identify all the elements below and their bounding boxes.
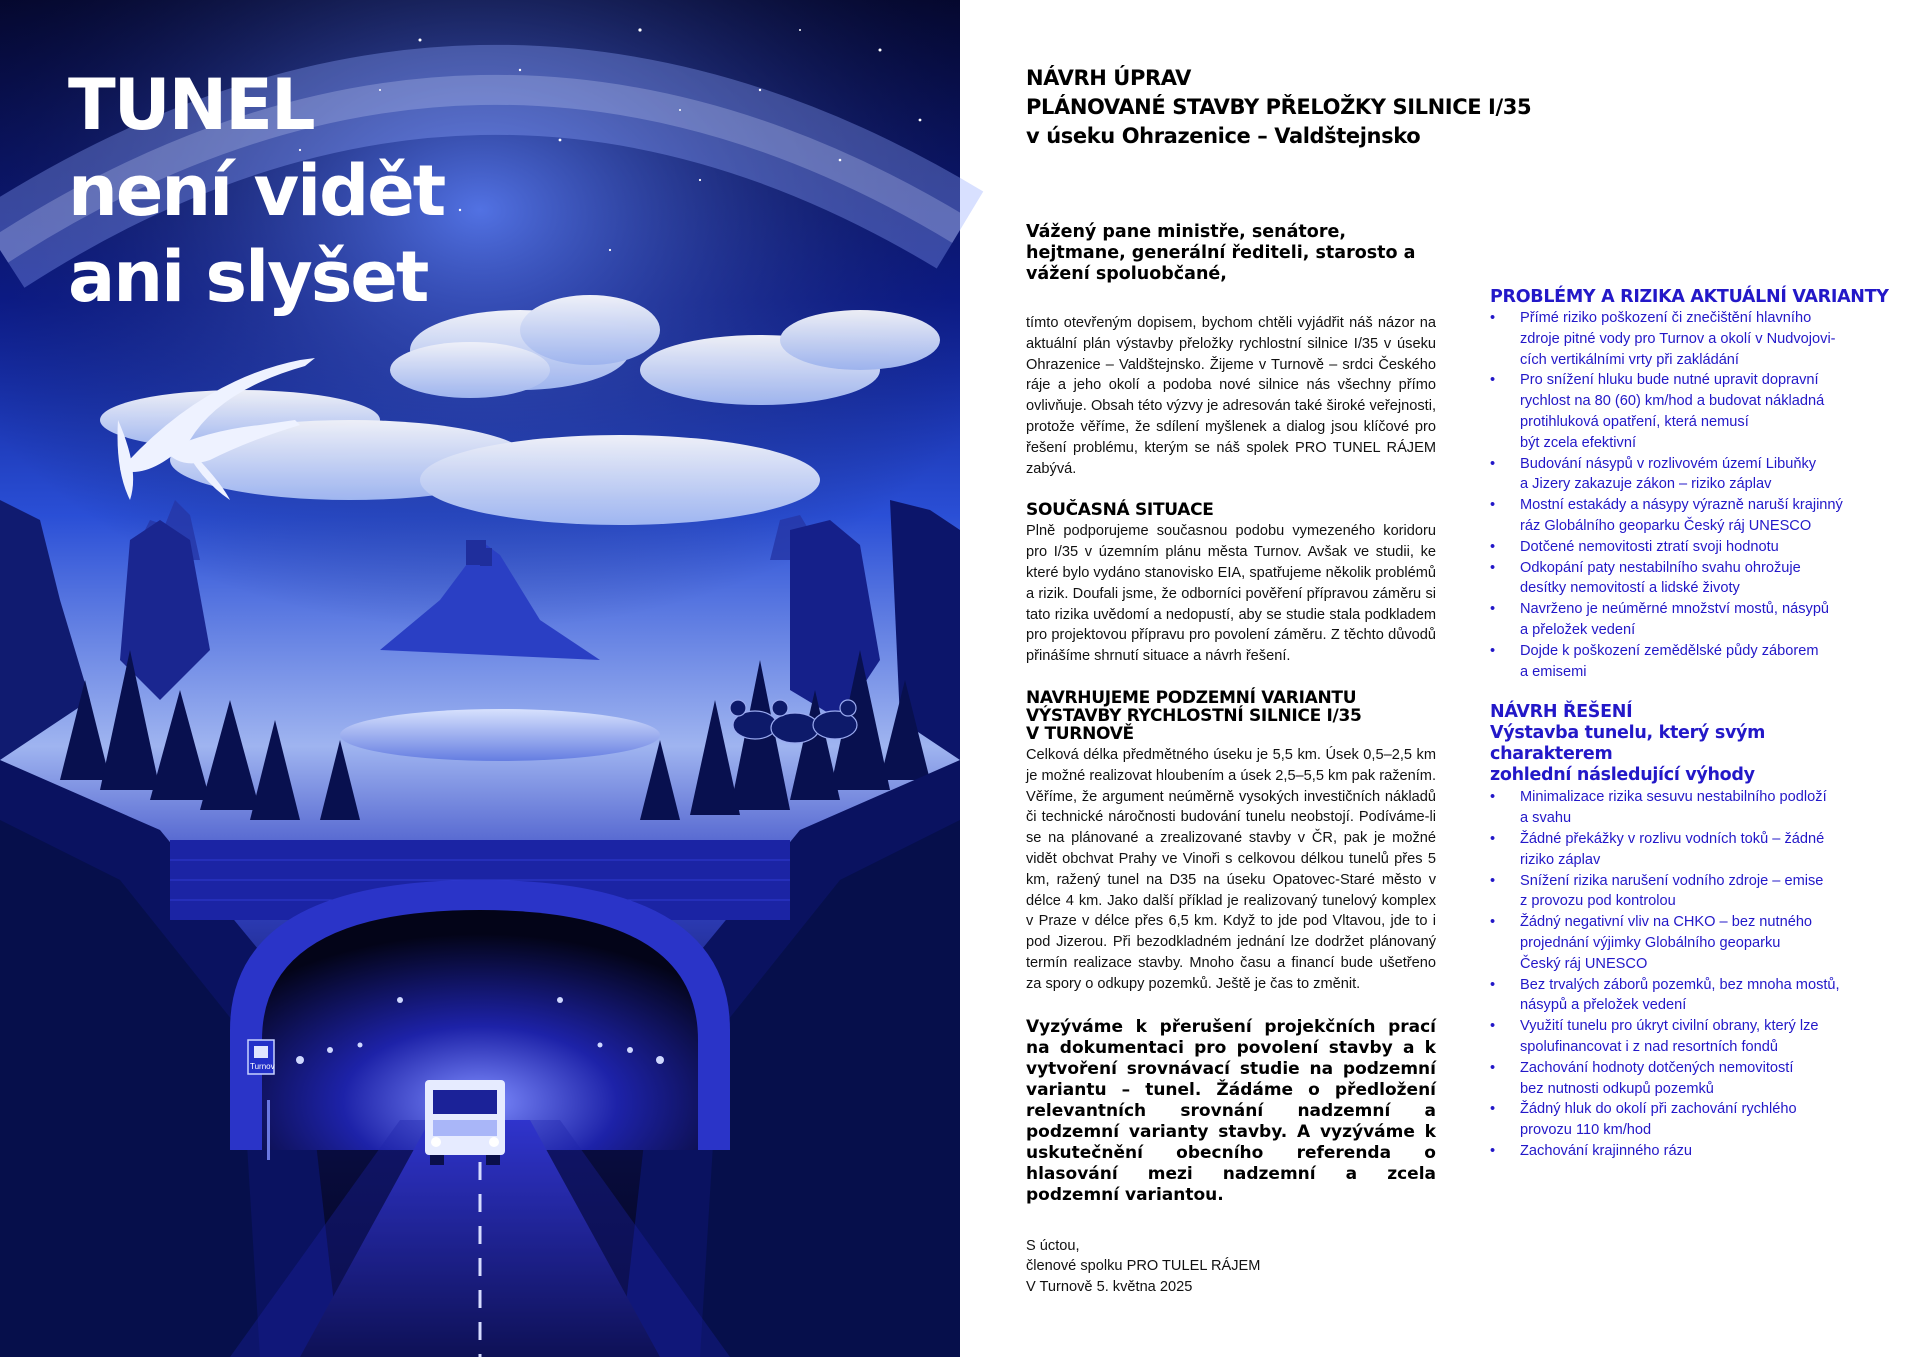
title-line: PLÁNOVANÉ STAVBY PŘELOŽKY SILNICE I/35 — [1026, 95, 1532, 119]
list-item-line: cích vertikálními vrty při zakládání — [1520, 351, 1739, 368]
proposal-paragraph: Celková délka předmětného úseku je 5,5 km. Úsek 0,5–2,5 km je možné realizovat hloubením a úsek 2,5–5,5 km pak ražením. Věříme, že argument neúměrně vysokých investičních nákladů či technické náročnosti budování tunelu neobstojí. Podíváme-li se na plánované a zrealizované stavby v ČR, pak je možné vidět obchvat Prahy ve Vinoři s celkovou délkou tunelů přes 5 km, ražený tunel na D35 na úseku Opatovec-Staré město v délce 4 km. Jako další příklad je realizovaný tunelový komplex v Praze v délce přes 6,5 km. Když to jde pod Vltavou, jde to i pod Jizerou. Při bezodkladném jednání lze dodržet plánovaný termín realizace stavby. Mnoho času a financí bude ušetřeno za spory o odkupy pozemků. Ještě je čas to změnit. — [1026, 746, 1436, 992]
section-heading-current: SOUČASNÁ SITUACE — [1026, 500, 1214, 521]
list-item-line: ráz Globálního geoparku Český ráj UNESCO — [1520, 517, 1812, 534]
list-item-line: zdroje pitné vody pro Turnov a okolí v Nudvojovi- — [1520, 330, 1836, 347]
list-item — [1490, 537, 1890, 558]
list-item-line: a svahu — [1520, 810, 1572, 827]
list-item — [1490, 641, 1890, 683]
list-item-line: riziko záplav — [1520, 851, 1601, 868]
list-item-line: • Žádný negativní vliv na CHKO – bez nutného — [1520, 914, 1813, 931]
list-item-line: • Minimalizace rizika sesuvu nestabilního podloží — [1520, 789, 1827, 806]
truck — [425, 1080, 505, 1165]
list-item-line: a Jizery zakazuje zákon – riziko záplav — [1520, 476, 1772, 493]
list-item — [1490, 1141, 1890, 1162]
list-item-line: • Dotčené nemovitosti ztratí svoji hodnotu — [1520, 538, 1779, 555]
sidebar-column — [1490, 287, 1890, 1162]
list-item-line: • Budování násypů v rozlivovém území Libuňky — [1520, 455, 1817, 472]
headline-line: není vidět — [68, 150, 445, 232]
poster-headline — [68, 62, 444, 320]
list-item-line: protihluková opatření, která nemusí — [1520, 413, 1749, 430]
list-item-line: • Využití tunelu pro úkryt civilní obrany, který lze — [1520, 1018, 1819, 1035]
list-item — [1490, 912, 1890, 974]
salutation: Vážený pane ministře, senátore, hejtmane, generální řediteli, starosto a vážení spoluobčané, — [1026, 222, 1416, 284]
list-item — [1490, 558, 1890, 600]
headline-line: TUNEL — [68, 64, 314, 146]
list-item — [1490, 1058, 1890, 1100]
list-item-line: násypů a přeložek vedení — [1520, 997, 1687, 1014]
solution-heading: NÁVRH ŘEŠENÍ — [1490, 702, 1633, 723]
list-item — [1490, 454, 1890, 496]
list-item-line: • Žádné překážky v rozlivu vodních toků – žádné — [1520, 830, 1825, 847]
list-item-line: a emisemi — [1520, 663, 1587, 680]
closing-line: S úctou, — [1026, 1237, 1080, 1254]
list-item-line: spolufinancovat i z nad resortních fondů — [1520, 1038, 1778, 1055]
closing-line: členové spolku PRO TULEL RÁJEM — [1026, 1258, 1261, 1275]
list-item — [1490, 871, 1890, 913]
letter-body-column — [1026, 222, 1436, 1298]
solution-subheading: zohlední následující výhody — [1490, 765, 1755, 786]
list-item — [1490, 370, 1890, 453]
list-item-line: projednání výjimky Globálního geoparku — [1520, 934, 1781, 951]
list-item-line: • Žádný hluk do okolí při zachování rychlého — [1520, 1101, 1797, 1118]
list-item-line: provozu 110 km/hod — [1520, 1122, 1652, 1139]
list-item-line: • Mostní estakády a násypy výrazně naruší krajinný — [1520, 497, 1843, 514]
section-heading-proposal — [1026, 689, 1436, 743]
proposal-heading-line: V TURNOVĚ — [1026, 723, 1134, 744]
title-line: v úseku Ohrazenice – Valdštejnsko — [1026, 124, 1421, 148]
list-item — [1490, 829, 1890, 871]
list-item-line: Český ráj UNESCO — [1520, 955, 1648, 972]
list-item-line: desítky nemovitostí a lidské životy — [1520, 580, 1740, 597]
list-item-line: být zcela efektivní — [1520, 434, 1636, 451]
call-to-action: Vyzýváme k přerušení projekčních prací na dokumentaci pro povolení stavby a k vytvoření srovnávací studie na podzemní variantu – tunel. Žádáme o předložení relevantních srovnání nadzemní a podzemní varianty stavby. A vyzýváme k uskutečnění obecního referenda o hlasování mezi nadzemní a zcela podzemní variantou. — [1026, 1016, 1436, 1205]
list-item-line: a přeložek vedení — [1520, 621, 1636, 638]
problems-heading: PROBLÉMY A RIZIKA AKTUÁLNÍ VARIANTY — [1490, 287, 1889, 307]
list-item-line: • Zachování krajinného rázu — [1520, 1142, 1692, 1159]
list-item-line: • Odkopání paty nestabilního svahu ohrožuje — [1520, 559, 1801, 576]
list-item — [1490, 308, 1890, 370]
list-item — [1490, 787, 1890, 829]
road-sign-label: Turnov — [250, 1062, 275, 1071]
proposal-heading-line: VÝSTAVBY RYCHLOSTNÍ SILNICE I/35 — [1026, 705, 1362, 726]
intro-paragraph: tímto otevřeným dopisem, bychom chtěli vyjádřit náš názor na aktuální plán výstavby přeložky rychlostní silnice I/35 v úseku Ohrazenice – Valdštejnsko. Žijeme v Turnově – srdci Českého ráje a jeho okolí a podoba nové silnice nás všechny přímo ovlivňuje. Obsah této výzvy je adresován také široké veřejnosti, protože věříme, že sdílení myšlenek a dialog jsou klíčové pro řešení problému, kterým se náš spolek PRO TUNEL RÁJEM zabývá. — [1026, 315, 1436, 477]
proposal-heading-line: NAVRHUJEME PODZEMNÍ VARIANTU — [1026, 687, 1357, 708]
title-line: NÁVRH ÚPRAV — [1026, 66, 1192, 90]
current-situation-paragraph: Plně podporujeme současnou podobu vymezeného koridoru pro I/35 v územním plánu města Turnov. Avšak ve studii, ke které bylo vydáno stanovisko EIA, spatřujeme několik problémů a rizik. Doufali jsme, že odborníci pověření přípravou záměru si tato rizika uvědomí a nedopustí, aby se studie stala podkladem pro projektovou přípravu pro povolení záměru. Z těchto důvodů přinášíme shrnutí situace a návrh řešení. — [1026, 523, 1436, 665]
list-item — [1490, 975, 1890, 1017]
solution-subheading: Výstavba tunelu, který svým charakterem — [1490, 723, 1766, 765]
headline-line: ani slyšet — [68, 236, 428, 318]
closing-signature — [1026, 1236, 1436, 1298]
list-item — [1490, 599, 1890, 641]
solution-list — [1490, 787, 1890, 1161]
problems-list — [1490, 308, 1890, 682]
list-item — [1490, 1099, 1890, 1141]
list-item-line: rychlost na 80 (60) km/hod a budovat nákladná — [1520, 393, 1825, 410]
letter-title — [1026, 64, 1726, 151]
list-item-line: z provozu pod kontrolou — [1520, 893, 1676, 910]
list-item-line: • Pro snížení hluku bude nutné upravit dopravní — [1520, 372, 1819, 389]
list-item-line: • Bez trvalých záborů pozemků, bez mnoha mostů, — [1520, 976, 1840, 993]
closing-line: V Turnově 5. května 2025 — [1026, 1279, 1193, 1296]
list-item-line: bez nutnosti odkupů pozemků — [1520, 1080, 1714, 1097]
list-item-line: • Snížení rizika narušení vodního zdroje – emise — [1520, 872, 1824, 889]
list-item — [1490, 1016, 1890, 1058]
list-item-line: • Přímé riziko poškození či znečištění hlavního — [1520, 310, 1812, 326]
list-item — [1490, 495, 1890, 537]
list-item-line: • Dojde k poškození zemědělské půdy záborem — [1520, 642, 1819, 659]
list-item-line: • Navrženo je neúměrné množství mostů, násypů — [1520, 601, 1830, 618]
list-item-line: • Zachování hodnoty dotčených nemovitostí — [1520, 1059, 1794, 1076]
